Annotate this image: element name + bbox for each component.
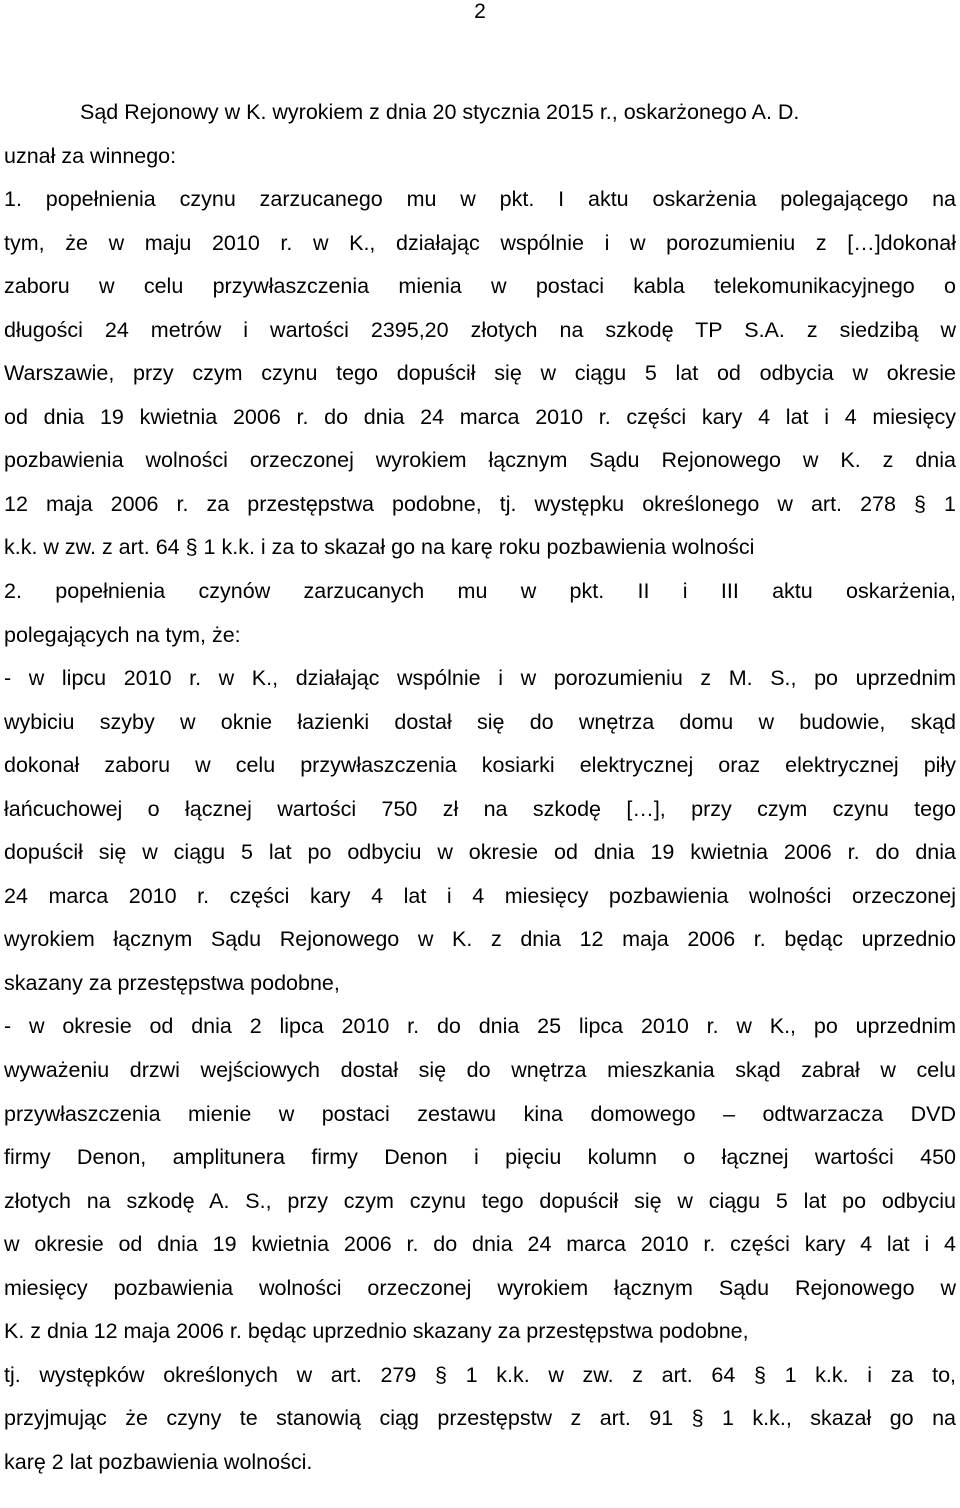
text-line: zaboru w celu przywłaszczenia mienia w postaci kabla telekomunikacyjnego o [4, 274, 956, 299]
judgment-text [4, 91, 956, 1485]
text-line: pozbawienia wolności orzeczonej wyrokiem łącznym Sądu Rejonowego w K. z dnia [4, 448, 956, 473]
text-line: 12 maja 2006 r. za przestępstwa podobne, tj. występku określonego w art. 278 § 1 [4, 491, 956, 516]
text-line: od dnia 19 kwietnia 2006 r. do dnia 24 marca 2010 r. części kary 4 lat i 4 miesięcy [4, 404, 956, 429]
text-line: polegających na tym, że: [4, 622, 241, 647]
text-line: wybiciu szyby w oknie łazienki dostał się do wnętrza domu w budowie, skąd [4, 709, 956, 734]
text-line: łańcuchowej o łącznej wartości 750 zł na szkodę […], przy czym czynu tego [4, 796, 956, 821]
text-line: dokonał zaboru w celu przywłaszczenia kosiarki elektrycznej oraz elektrycznej piły [4, 753, 956, 778]
text-line: uznał za winnego: [4, 143, 177, 168]
text-line: długości 24 metrów i wartości 2395,20 złotych na szkodę TP S.A. z siedzibą w [4, 317, 956, 342]
text-line: firmy Denon, amplitunera firmy Denon i pięciu kolumn o łącznej wartości 450 [4, 1145, 956, 1170]
text-line: Sąd Rejonowy w K. wyrokiem z dnia 20 stycznia 2015 r., oskarżonego A. D. [80, 100, 800, 124]
text-line: 2. popełnienia czynów zarzucanych mu w pkt. II i III aktu oskarżenia, [4, 579, 956, 604]
text-line: w okresie od dnia 19 kwietnia 2006 r. do dnia 24 marca 2010 r. części kary 4 lat i 4 [4, 1232, 956, 1257]
text-line: k.k. w zw. z art. 64 § 1 k.k. i za to skazał go na karę roku pozbawienia wolności [4, 535, 755, 560]
text-line: tym, że w maju 2010 r. w K., działając wspólnie i w porozumieniu z […]dokonał [4, 230, 956, 255]
text-line: 1. popełnienia czynu zarzucanego mu w pkt. I aktu oskarżenia polegającego na [4, 187, 956, 212]
text-line: przywłaszczenia mienie w postaci zestawu kina domowego – odtwarzacza DVD [4, 1101, 956, 1126]
text-line: - w okresie od dnia 2 lipca 2010 r. do dnia 25 lipca 2010 r. w K., po uprzednim [4, 1014, 956, 1039]
text-line: złotych na szkodę A. S., przy czym czynu tego dopuścił się w ciągu 5 lat po odbyciu [4, 1188, 956, 1213]
text-line: wyważeniu drzwi wejściowych dostał się do wnętrza mieszkania skąd zabrał w celu [4, 1058, 956, 1083]
text-line: tj. występków określonych w art. 279 § 1 k.k. w zw. z art. 64 § 1 k.k. i za to, [4, 1362, 956, 1387]
text-line: K. z dnia 12 maja 2006 r. będąc uprzednio skazany za przestępstwa podobne, [4, 1319, 749, 1344]
text-line: wyrokiem łącznym Sądu Rejonowego w K. z dnia 12 maja 2006 r. będąc uprzednio [4, 927, 956, 952]
text-line: dopuścił się w ciągu 5 lat po odbyciu w okresie od dnia 19 kwietnia 2006 r. do dnia [4, 840, 956, 865]
text-line: miesięcy pozbawienia wolności orzeczonej wyrokiem łącznym Sądu Rejonowego w [4, 1275, 956, 1300]
text-line: przyjmując że czyny te stanowią ciąg przestępstw z art. 91 § 1 k.k., skazał go na [4, 1406, 956, 1431]
page-number: 2 [474, 0, 486, 23]
text-line: skazany za przestępstwa podobne, [4, 970, 340, 995]
text-line: - w lipcu 2010 r. w K., działając wspólnie i w porozumieniu z M. S., po uprzednim [4, 666, 956, 691]
text-line: Warszawie, przy czym czynu tego dopuścił się w ciągu 5 lat od odbycia w okresie [4, 361, 956, 386]
text-line: karę 2 lat pozbawienia wolności. [4, 1449, 313, 1474]
text-line: 24 marca 2010 r. części kary 4 lat i 4 miesięcy pozbawienia wolności orzeczonej [4, 883, 956, 908]
